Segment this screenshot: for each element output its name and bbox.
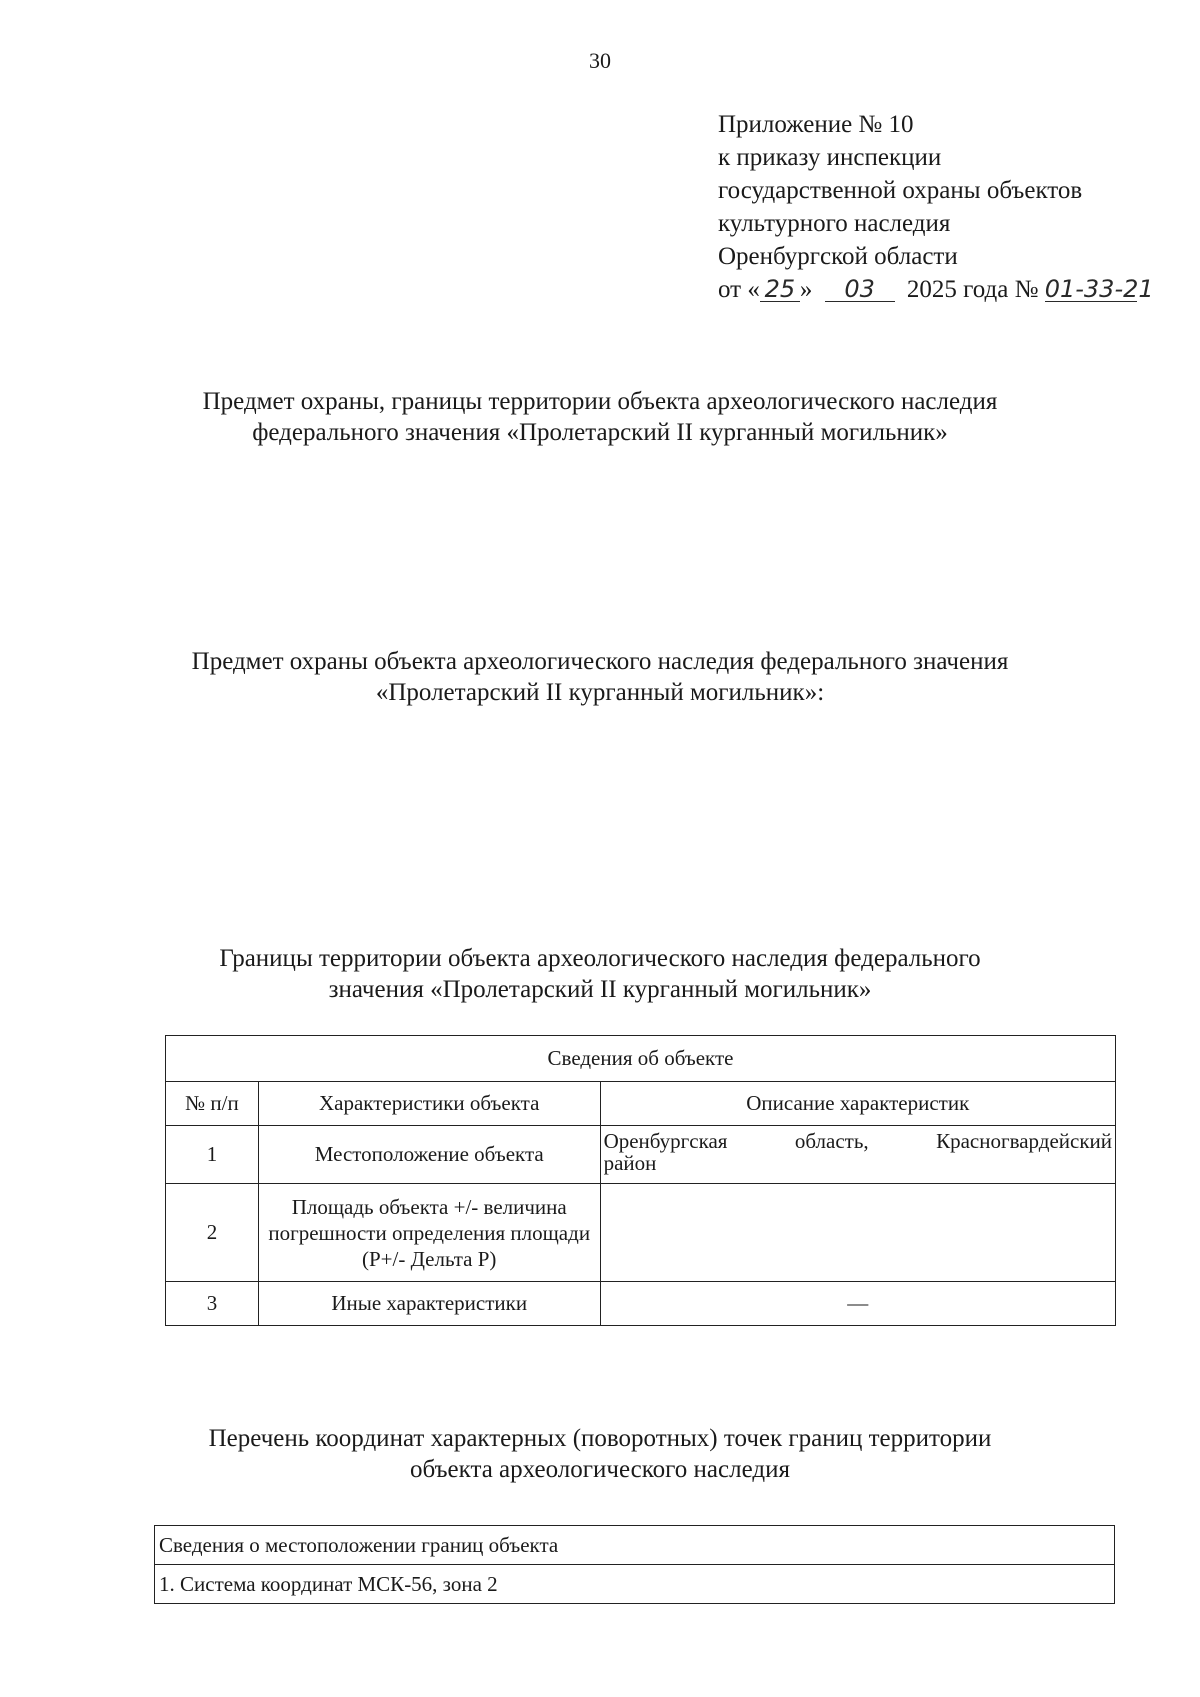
page-number: 30 bbox=[589, 48, 611, 73]
coordinates-heading-line2: объекта археологического наследия bbox=[410, 1456, 790, 1483]
table-caption: Сведения об объекте bbox=[166, 1036, 1116, 1082]
row-number: 1 bbox=[166, 1126, 259, 1184]
column-header: Характеристики объекта bbox=[258, 1082, 600, 1126]
boundaries-info-cell: Сведения о местоположении границ объекта bbox=[155, 1526, 1115, 1565]
boundaries-heading bbox=[0, 943, 1200, 1005]
characteristic-cell: Иные характеристики bbox=[258, 1282, 600, 1326]
table-row bbox=[155, 1565, 1115, 1604]
handwritten-day: 25 bbox=[760, 277, 800, 302]
date-prefix: от « bbox=[718, 276, 760, 303]
date-mid: » bbox=[799, 276, 813, 303]
boundaries-heading-line1: Границы территории объекта археологического наследия федерального bbox=[219, 945, 981, 972]
annex-block bbox=[718, 108, 1154, 306]
description-cell bbox=[600, 1184, 1115, 1282]
handwritten-month: 03 bbox=[825, 277, 895, 302]
column-header: № п/п bbox=[166, 1082, 259, 1126]
main-heading-line2: федерального значения «Пролетарский II курганный могильник» bbox=[252, 419, 948, 446]
object-info-table bbox=[165, 1035, 1116, 1326]
subject-heading-line1: Предмет охраны объекта археологического наследия федерального значения bbox=[191, 648, 1009, 675]
table-row bbox=[166, 1282, 1116, 1326]
coordinate-system-cell: 1. Система координат МСК-56, зона 2 bbox=[155, 1565, 1115, 1604]
description-line2: район bbox=[603, 1151, 657, 1175]
characteristic-cell: Площадь объекта +/- величина погрешности определения площади (P+/- Дельта P) bbox=[258, 1184, 600, 1282]
annex-line: государственной охраны объектов bbox=[718, 177, 1083, 204]
description-line1: Оренбургская область, Красногвардейский bbox=[603, 1129, 1112, 1153]
table-row bbox=[155, 1526, 1115, 1565]
year-text: 2025 года № bbox=[906, 276, 1039, 303]
annex-line: культурного наследия bbox=[718, 210, 951, 237]
boundaries-heading-line2: значения «Пролетарский II курганный могильник» bbox=[328, 976, 872, 1003]
annex-date-line bbox=[718, 273, 1154, 306]
subject-heading-line2: «Пролетарский II курганный могильник»: bbox=[375, 679, 825, 706]
description-cell: — bbox=[600, 1282, 1115, 1326]
annex-line: к приказу инспекции bbox=[718, 144, 942, 171]
coordinates-table bbox=[154, 1525, 1115, 1604]
coordinates-heading-line1: Перечень координат характерных (поворотных) точек границ территории bbox=[208, 1425, 992, 1452]
characteristic-cell: Местоположение объекта bbox=[258, 1126, 600, 1184]
coordinates-heading bbox=[0, 1423, 1200, 1485]
description-cell bbox=[600, 1126, 1115, 1184]
row-number: 2 bbox=[166, 1184, 259, 1282]
annex-line: Оренбургской области bbox=[718, 243, 958, 270]
row-number: 3 bbox=[166, 1282, 259, 1326]
main-heading bbox=[0, 386, 1200, 448]
main-heading-line1: Предмет охраны, границы территории объекта археологического наследия bbox=[202, 388, 998, 415]
table-row bbox=[166, 1126, 1116, 1184]
annex-line: Приложение № 10 bbox=[718, 111, 914, 138]
table-row bbox=[166, 1184, 1116, 1282]
handwritten-order-number: 01-33-21 bbox=[1044, 275, 1154, 303]
column-header: Описание характеристик bbox=[600, 1082, 1115, 1126]
subject-heading bbox=[0, 646, 1200, 708]
